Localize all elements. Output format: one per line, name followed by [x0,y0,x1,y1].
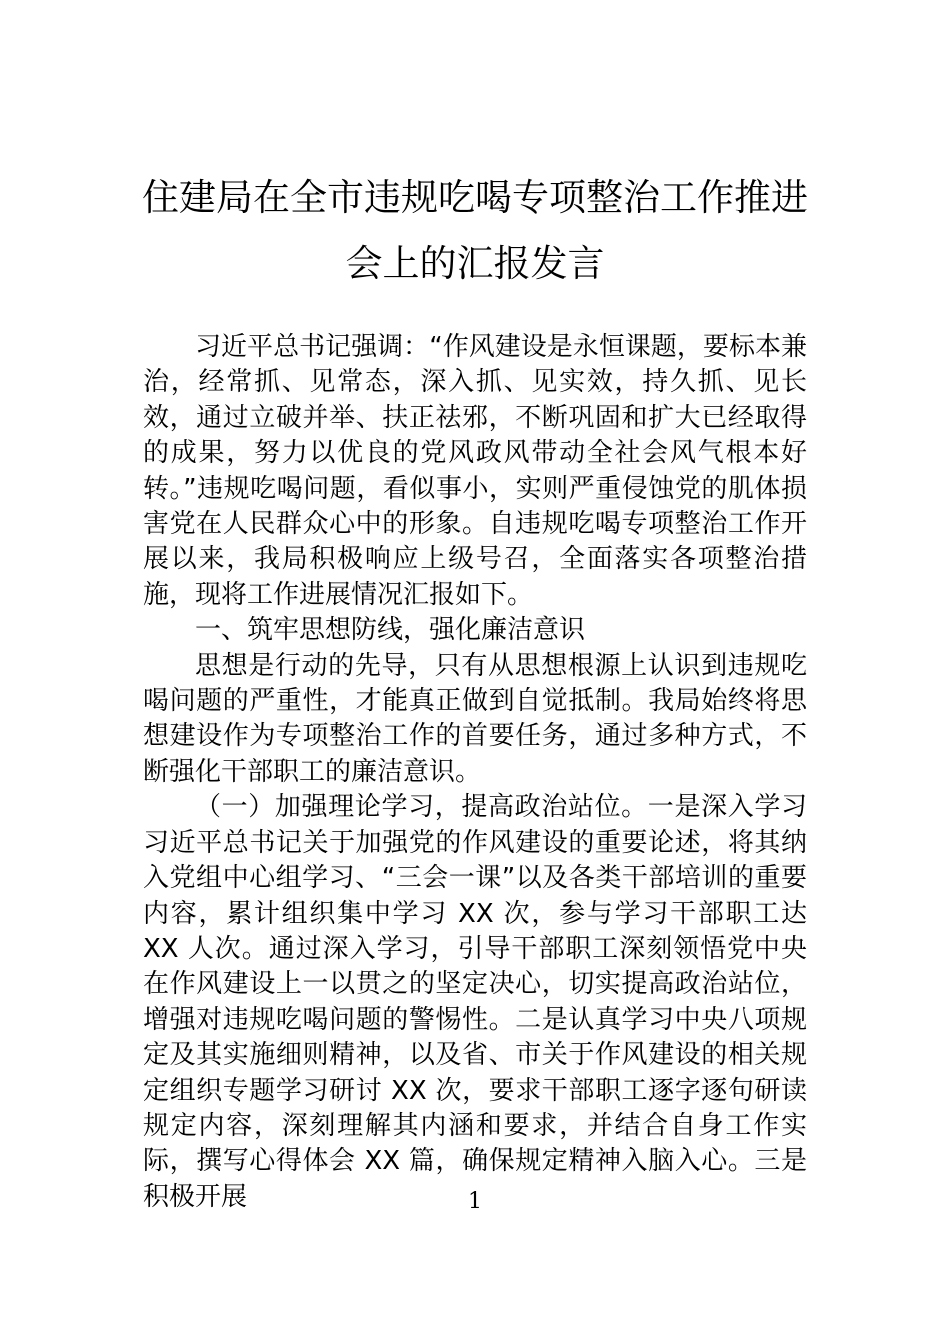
document-title-line-2: 会上的汇报发言 [345,242,605,285]
page-number: 1 [468,1189,482,1214]
document-title-line-1: 住建局在全市违规吃喝专项整治工作推进 [142,176,808,219]
subsection-1-paragraph: （一）加强理论学习，提高政治站位。一是深入学习习近平总书记关于加强党的作风建设的重要论述，将其纳入党组中心组学习、“三会一课”以及各类干部培训的重要内容，累计组织集中学习 XX 次，参与学习干部职工达 XX 人次。通过深入学习，引导干部职工深刻领悟党中央在作风建设上一以贯之的坚定决心，切实提高政治站位，增强对违规吃喝问题的警惕性。二是认真学习中央八项规定及其实施细则精神，以及省、市关于作风建设的相关规定组织专题学习研讨 XX 次，要求干部职工逐字逐句研读规定内容，深刻理解其内涵和要求，并结合自身工作实际，撰写心得体会 XX 篇，确保规定精神入脑入心。三是积极开展 [143,792,807,1212]
section-heading-1: 一、筑牢思想防线，强化廉洁意识 [195,615,586,646]
document-body [143,330,807,1215]
section-1-paragraph: 思想是行动的先导，只有从思想根源上认识到违规吃喝问题的严重性，才能真正做到自觉抵制。我局始终将思想建设作为专项整治工作的首要任务，通过多种方式，不断强化干部职工的廉洁意识。 [143,650,807,787]
intro-paragraph: 习近平总书记强调：“作风建设是永恒课题，要标本兼治，经常抓、见常态，深入抓、见实效，持久抓、见长效，通过立破并举、扶正祛邪，不断巩固和扩大已经取得的成果，努力以优良的党风政风带动全社会风气根本好转。”违规吃喝问题，看似事小，实则严重侵蚀党的肌体损害党在人民群众心中的形象。自违规吃喝专项整治工作开展以来，我局积极响应上级号召，全面落实各项整治措施，现将工作进展情况汇报如下。 [143,332,807,610]
